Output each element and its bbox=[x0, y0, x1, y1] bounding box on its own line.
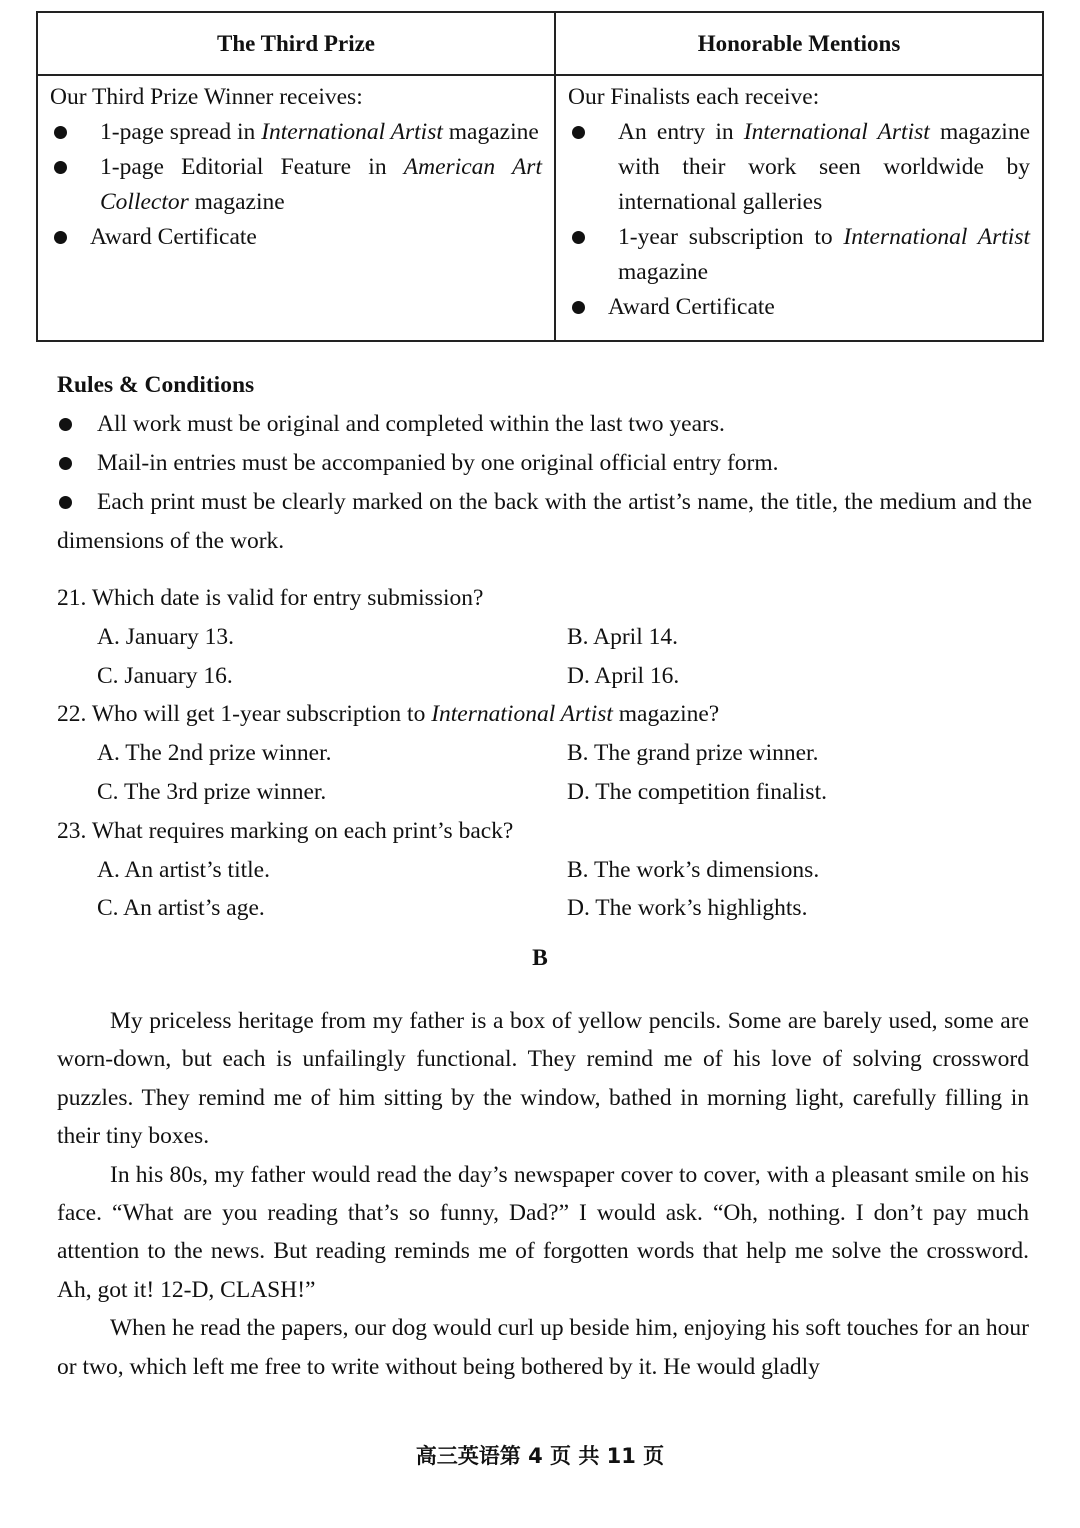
option: C. The 3rd prize winner. bbox=[97, 778, 327, 805]
question-23: 23. What requires marking on each print’s back? bbox=[57, 817, 514, 844]
bullet-icon bbox=[54, 126, 67, 139]
third-prize-intro: Our Third Prize Winner receives: bbox=[50, 84, 363, 110]
option: A. An artist’s title. bbox=[97, 856, 270, 883]
paragraph: When he read the papers, our dog would curl up beside him, enjoying his soft touches for an hour or two, which left me free to write without being bothered by it. He would gladly bbox=[57, 1315, 1029, 1380]
option: D. The work’s highlights. bbox=[567, 895, 808, 922]
rule-item: Mail-in entries must be accompanied by one original official entry form. bbox=[57, 444, 1032, 483]
bullet-icon bbox=[572, 301, 585, 314]
honorable-intro: Our Finalists each receive: bbox=[568, 84, 820, 110]
honorable-item: Award Certificate bbox=[568, 290, 1030, 325]
rules-title: Rules & Conditions bbox=[57, 372, 255, 398]
honorable-mentions-header: Honorable Mentions bbox=[556, 13, 1042, 76]
third-prize-item: 1-page Editorial Feature in American Art Collector magazine bbox=[50, 150, 542, 220]
prize-table bbox=[36, 11, 1044, 342]
honorable-item: An entry in International Artist magazine with their work seen worldwide by international galleries bbox=[568, 115, 1030, 220]
option: C. An artist’s age. bbox=[97, 895, 265, 922]
bullet-icon bbox=[59, 418, 72, 431]
option: A. The 2nd prize winner. bbox=[97, 740, 332, 767]
option: A. January 13. bbox=[97, 623, 235, 650]
third-prize-item: Award Certificate bbox=[50, 220, 542, 255]
bullet-icon bbox=[59, 496, 72, 509]
paragraph: In his 80s, my father would read the day’s newspaper cover to cover, with a pleasant smile on his face. “What are you reading that’s so funny, Dad?” I would ask. “Oh, nothing. I don’t pay much attention to the news. But reading reminds me of forgotten words that help me solve the crossword. Ah, got it! 12-D, CLASH!” bbox=[57, 1161, 1029, 1303]
option: D. April 16. bbox=[567, 662, 680, 689]
third-prize-header: The Third Prize bbox=[38, 13, 554, 76]
paragraph: My priceless heritage from my father is a box of yellow pencils. Some are barely used, some are worn-down, but each is unfailingly functional. They remind me of his love of solving crossword puzzles. They remind me of him sitting by the window, bathed in morning light, carefully filling in their tiny boxes. bbox=[57, 1008, 1029, 1150]
third-prize-item: 1-page spread in International Artist magazine bbox=[50, 115, 542, 150]
option: B. April 14. bbox=[567, 623, 678, 650]
option: B. The work’s dimensions. bbox=[567, 856, 820, 883]
honorable-item: 1-year subscription to International Artist magazine bbox=[568, 220, 1030, 290]
bullet-icon bbox=[572, 126, 585, 139]
question-21: 21. Which date is valid for entry submission? bbox=[57, 585, 484, 611]
questions bbox=[57, 579, 1032, 928]
option: C. January 16. bbox=[97, 662, 233, 689]
question-22: 22. Who will get 1-year subscription to International Artist magazine? bbox=[57, 701, 720, 728]
option: D. The competition finalist. bbox=[567, 778, 827, 805]
rules-section bbox=[57, 366, 1032, 561]
bullet-icon bbox=[572, 231, 585, 244]
third-prize-column bbox=[38, 13, 556, 340]
option: B. The grand prize winner. bbox=[567, 740, 819, 767]
bullet-icon bbox=[54, 161, 67, 174]
bullet-icon bbox=[59, 457, 72, 470]
passage-b bbox=[57, 1002, 1029, 1386]
rule-item: All work must be original and completed within the last two years. bbox=[57, 405, 1032, 444]
honorable-mentions-column bbox=[556, 13, 1042, 340]
page-footer: 高三英语第 4 页 共 11 页 bbox=[415, 1444, 665, 1468]
section-b-label: B bbox=[532, 945, 548, 971]
rule-item: Each print must be clearly marked on the back with the artist’s name, the title, the medium and the dimensions of the work. bbox=[57, 489, 1032, 554]
bullet-icon bbox=[54, 231, 67, 244]
